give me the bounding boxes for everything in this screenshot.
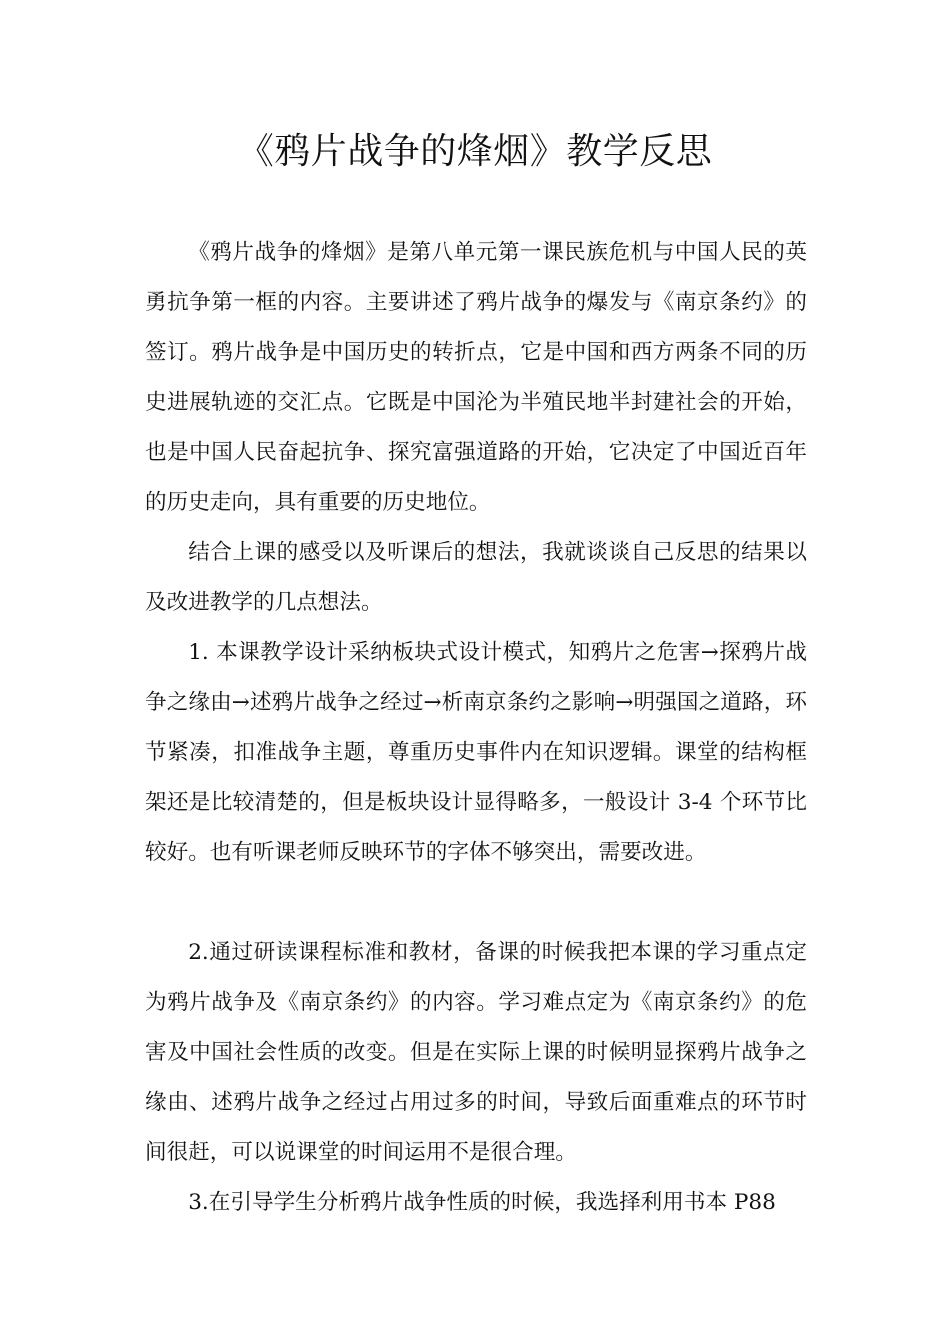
paragraph-point-2: 2.通过研读课程标准和教材，备课的时候我把本课的学习重点定为鸦片战争及《南京条约》的内容。学习难点定为《南京条约》的危害及中国社会性质的改变。但是在实际上课的时候明显探鸦片战争之缘由、述鸦片战争之经过占用过多的时间，导致后面重难点的环节时间很赶，可以说课堂的时间运用不是很合理。	[145, 940, 807, 1165]
paragraph-reflection-lead: 结合上课的感受以及听课后的想法，我就谈谈自己反思的结果以及改进教学的几点想法。	[145, 540, 807, 615]
document-body	[145, 228, 807, 1228]
paragraph-point-3: 3.在引导学生分析鸦片战争性质的时候，我选择利用书本 P88	[188, 1190, 776, 1215]
document-title: 《鸦片战争的烽烟》教学反思	[237, 131, 713, 172]
paragraph-intro: 《鸦片战争的烽烟》是第八单元第一课民族危机与中国人民的英勇抗争第一框的内容。主要讲述了鸦片战争的爆发与《南京条约》的签订。鸦片战争是中国历史的转折点，它是中国和西方两条不同的历史进展轨迹的交汇点。它既是中国沦为半殖民地半封建社会的开始，也是中国人民奋起抗争、探究富强道路的开始，它决定了中国近百年的历史走向，具有重要的历史地位。	[145, 240, 807, 515]
paragraph-point-1: 1. 本课教学设计采纳板块式设计模式，知鸦片之危害→探鸦片战争之缘由→述鸦片战争之经过→析南京条约之影响→明强国之道路，环节紧凑，扣准战争主题，尊重历史事件内在知识逻辑。课堂的结构框架还是比较清楚的，但是板块设计显得略多，一般设计 3-4 个环节比较好。也有听课老师反映环节的字体不够突出，需要改进。	[145, 640, 807, 865]
